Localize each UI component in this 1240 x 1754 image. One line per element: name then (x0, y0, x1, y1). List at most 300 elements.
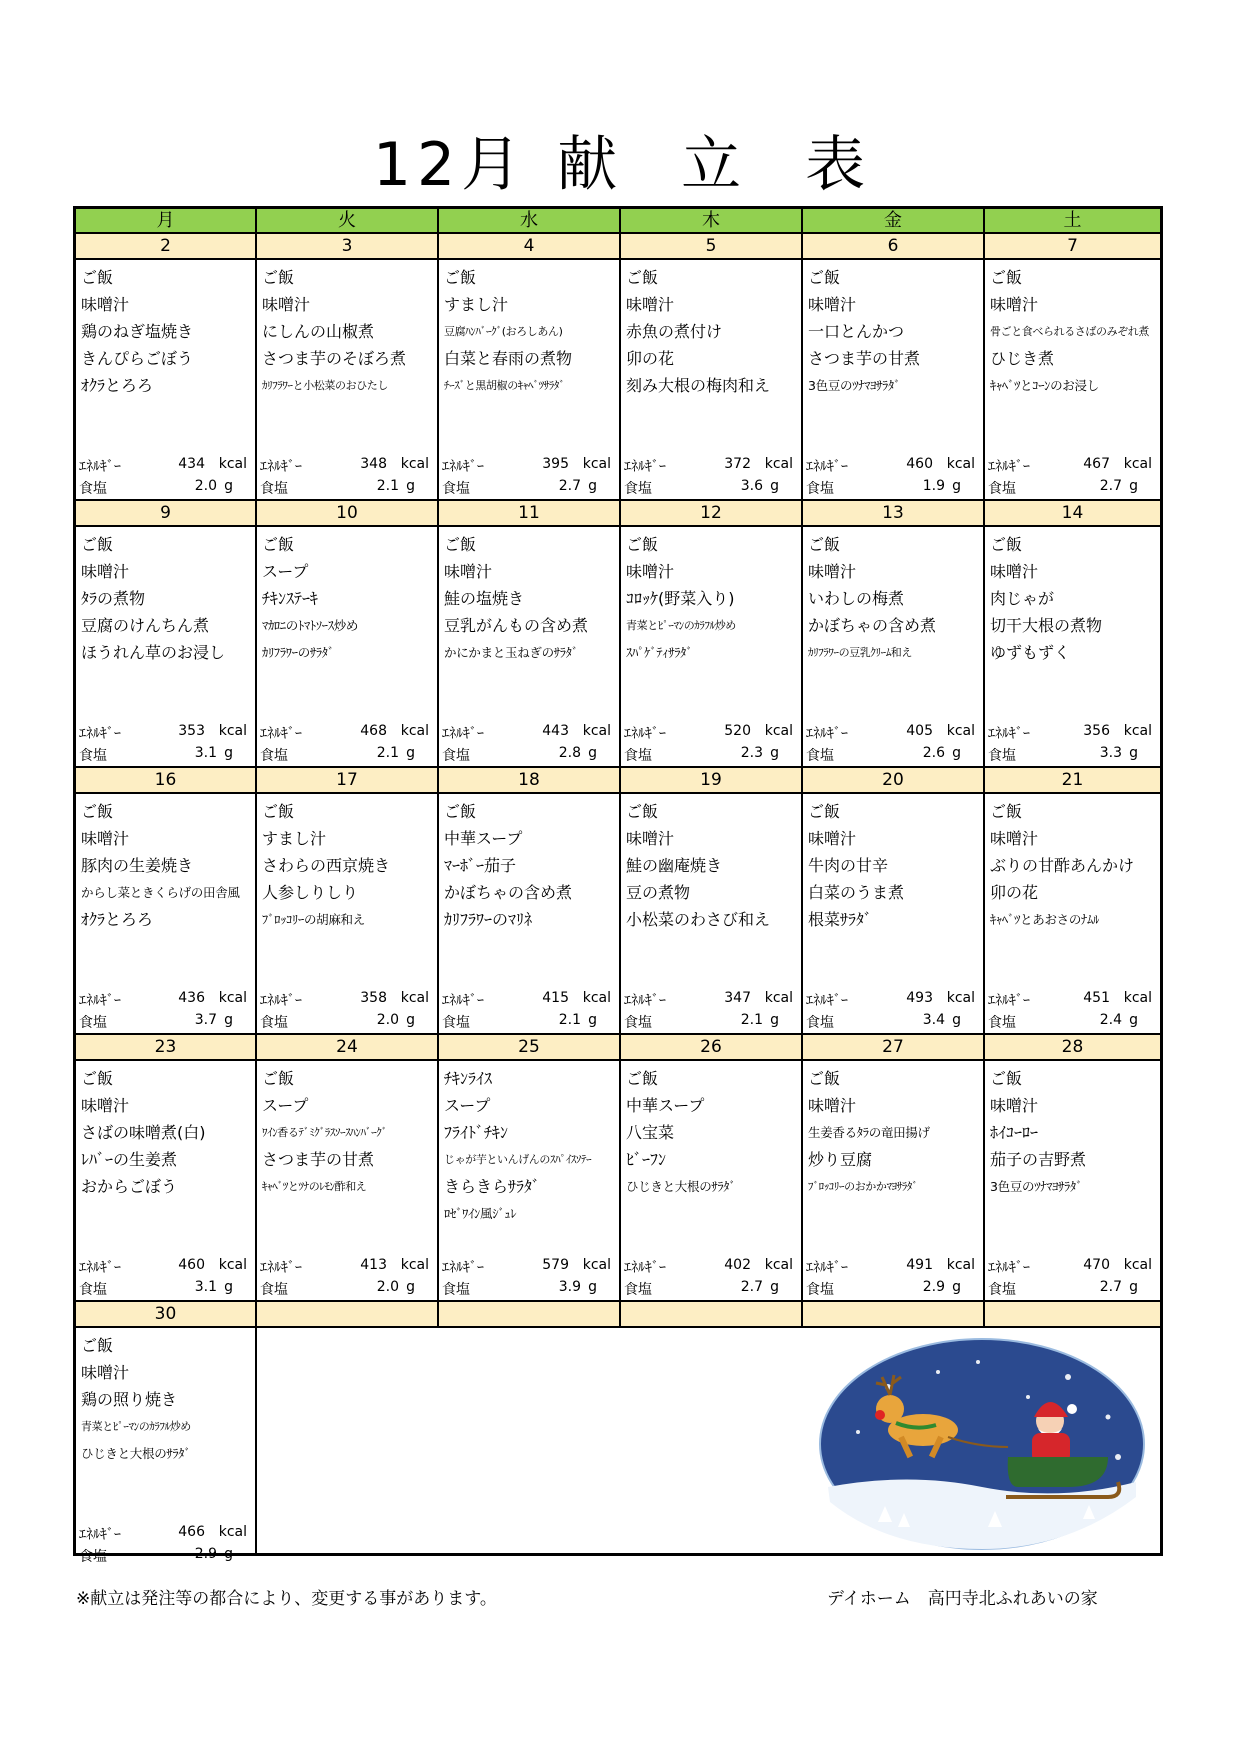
menu-item: ご飯 (626, 1069, 659, 1088)
energy-label: ｴﾈﾙｷﾞｰ (260, 459, 302, 475)
menu-item: ｽﾊﾟｹﾞﾃｨｻﾗﾀﾞ (626, 645, 693, 660)
menu-item: ﾜｲﾝ香るﾃﾞﾐｸﾞﾗｽｿｰｽﾊﾝﾊﾞｰｸﾞ (262, 1126, 387, 1139)
menu-items (81, 1065, 253, 1200)
energy-unit: kcal (764, 723, 793, 739)
menu-item: 味噌汁 (626, 562, 675, 581)
menu-item: ご飯 (81, 1336, 114, 1355)
energy-label: ｴﾈﾙｷﾞｰ (624, 459, 666, 475)
salt-value: 3.3 (1099, 745, 1122, 761)
energy-label: ｴﾈﾙｷﾞｰ (624, 1260, 666, 1276)
salt (442, 1279, 611, 1301)
menu-item: ｶﾘﾌﾗﾜｰの豆乳ｸﾘｰﾑ和え (808, 646, 912, 659)
energy (806, 456, 975, 478)
menu-item: 切干大根の煮物 (990, 616, 1103, 635)
salt-unit: g (1129, 1279, 1138, 1295)
energy-unit: kcal (218, 456, 247, 472)
menu-item: 八宝菜 (626, 1123, 675, 1142)
energy (442, 723, 611, 745)
menu-item: 豆乳がんもの含め煮 (444, 616, 589, 635)
menu-item: 味噌汁 (990, 1096, 1039, 1115)
menu-item: 鮭の塩焼き (444, 589, 525, 608)
menu-item: ひじきと大根のｻﾗﾀﾞ (81, 1446, 191, 1461)
date-cell: 4 (439, 234, 621, 258)
menu-item: すまし汁 (262, 829, 327, 848)
energy-value: 348 (360, 456, 387, 472)
energy (79, 990, 247, 1012)
menu-items (444, 531, 617, 666)
salt-value: 2.7 (740, 1279, 763, 1295)
weekday-header-row (76, 209, 1160, 234)
energy-label: ｴﾈﾙｷﾞｰ (442, 459, 484, 475)
footer-note: ※献立は発注等の都合により、変更する事があります。 (76, 1589, 497, 1609)
menu-item: ﾁｷﾝｽﾃｰｷ (262, 589, 319, 608)
date-cell: 16 (76, 768, 257, 792)
salt-label: 食塩 (442, 1282, 470, 1298)
salt-value: 1.9 (922, 478, 945, 494)
week-row (76, 501, 1160, 768)
energy-value: 520 (724, 723, 751, 739)
menu-item: ご飯 (81, 535, 114, 554)
week-row (76, 1035, 1160, 1302)
day-cell (621, 794, 803, 1035)
menu-item: ﾌﾞﾛｯｺﾘｰの胡麻和え (262, 912, 365, 927)
day-cell (803, 260, 985, 501)
energy-unit: kcal (946, 723, 975, 739)
energy-unit: kcal (582, 723, 611, 739)
menu-item: ご飯 (808, 1069, 841, 1088)
menu-item: 根菜ｻﾗﾀﾞ (808, 910, 873, 929)
footer-facility: デイホーム 高円寺北ふれあいの家 (827, 1589, 1098, 1609)
date-cell: 3 (257, 234, 439, 258)
salt-label: 食塩 (624, 481, 652, 497)
date-cell: 19 (621, 768, 803, 792)
menu-item: ご飯 (81, 802, 114, 821)
week-row (76, 768, 1160, 1035)
energy (260, 990, 429, 1012)
menu-item: ゆずもずく (990, 643, 1071, 662)
menu-item: ご飯 (626, 535, 659, 554)
salt (806, 1279, 975, 1301)
energy-unit: kcal (946, 456, 975, 472)
menu-item: さばの味噌煮(白) (81, 1123, 206, 1142)
menu-item: ご飯 (990, 1069, 1023, 1088)
date-cell (257, 1302, 439, 1326)
energy-label: ｴﾈﾙｷﾞｰ (988, 459, 1030, 475)
salt-label: 食塩 (442, 1015, 470, 1031)
energy (79, 1524, 247, 1546)
menu-item: 味噌汁 (808, 1096, 857, 1115)
salt-unit: g (224, 1012, 233, 1028)
menu-item: 味噌汁 (81, 1363, 130, 1382)
salt-unit: g (770, 1012, 779, 1028)
menu-item: 豆腐のけんちん煮 (81, 616, 210, 635)
menu-items (262, 531, 435, 666)
date-row (76, 1035, 1160, 1061)
menu-item: ご飯 (81, 1069, 114, 1088)
energy (806, 1257, 975, 1279)
salt-value: 3.1 (194, 745, 217, 761)
menu-items (808, 531, 981, 666)
energy-label: ｴﾈﾙｷﾞｰ (79, 1527, 121, 1543)
menu-item: 炒り豆腐 (808, 1150, 873, 1169)
date-cell: 27 (803, 1035, 985, 1059)
salt-unit: g (406, 478, 415, 494)
energy-label: ｴﾈﾙｷﾞｰ (79, 459, 121, 475)
menu-items (990, 264, 1158, 399)
title-word: 献 立 表 (557, 130, 868, 200)
menu-item: ご飯 (990, 268, 1023, 287)
weekday-header-3: 木 (621, 209, 803, 232)
salt-label: 食塩 (260, 1015, 288, 1031)
menu-item: 人参しりしり (262, 883, 359, 902)
menu-item: 味噌汁 (626, 829, 675, 848)
energy-unit: kcal (1123, 1257, 1152, 1273)
menu-item: ご飯 (444, 802, 477, 821)
salt-value: 3.6 (740, 478, 763, 494)
energy-label: ｴﾈﾙｷﾞｰ (442, 726, 484, 742)
salt-label: 食塩 (79, 1282, 107, 1298)
salt-label: 食塩 (260, 748, 288, 764)
energy (260, 1257, 429, 1279)
salt (988, 1279, 1152, 1301)
energy-value: 358 (360, 990, 387, 1006)
menu-item: 味噌汁 (990, 295, 1039, 314)
energy-value: 413 (360, 1257, 387, 1273)
salt-value: 2.0 (376, 1279, 399, 1295)
salt-unit: g (770, 1279, 779, 1295)
energy-unit: kcal (764, 456, 793, 472)
energy-unit: kcal (218, 1524, 247, 1540)
salt-label: 食塩 (79, 481, 107, 497)
date-cell: 12 (621, 501, 803, 525)
salt-label: 食塩 (624, 1015, 652, 1031)
date-cell: 26 (621, 1035, 803, 1059)
energy (624, 1257, 793, 1279)
salt-label: 食塩 (79, 1015, 107, 1031)
salt (442, 745, 611, 767)
energy (988, 723, 1152, 745)
menu-items (81, 264, 253, 399)
energy (624, 990, 793, 1012)
energy-label: ｴﾈﾙｷﾞｰ (988, 726, 1030, 742)
menu-item: ﾁｷﾝﾗｲｽ (444, 1069, 493, 1088)
energy (806, 990, 975, 1012)
menu-items (262, 264, 435, 399)
energy-label: ｴﾈﾙｷﾞｰ (79, 1260, 121, 1276)
day-cell (621, 1061, 803, 1302)
salt-unit: g (952, 745, 961, 761)
menu-item: ﾚﾊﾞｰの生姜煮 (81, 1150, 178, 1169)
menu-item: ひじき煮 (990, 349, 1055, 368)
energy-value: 436 (178, 990, 205, 1006)
menu-item: ご飯 (444, 535, 477, 554)
menu-item: 卯の花 (990, 883, 1039, 902)
energy-unit: kcal (400, 456, 429, 472)
energy-unit: kcal (218, 723, 247, 739)
menu-item: ﾋﾞｰﾌﾝ (626, 1150, 667, 1169)
menu-items (444, 264, 617, 399)
day-cell (985, 1061, 1160, 1302)
menu-item: 味噌汁 (81, 562, 130, 581)
day-cell (257, 1061, 439, 1302)
date-cell: 10 (257, 501, 439, 525)
salt-label: 食塩 (988, 1282, 1016, 1298)
energy-label: ｴﾈﾙｷﾞｰ (806, 459, 848, 475)
menu-item: にしんの山椒煮 (262, 322, 375, 341)
menu-item: 中華スープ (626, 1096, 705, 1115)
menu-item: 3色豆のﾂﾅﾏﾖｻﾗﾀﾞ (808, 378, 901, 393)
menu-item: 青菜とﾋﾟｰﾏﾝのｶﾗﾌﾙ炒め (81, 1420, 191, 1433)
energy (79, 723, 247, 745)
menu-items (262, 1065, 435, 1200)
energy (806, 723, 975, 745)
energy-value: 395 (542, 456, 569, 472)
salt-label: 食塩 (260, 1282, 288, 1298)
energy-label: ｴﾈﾙｷﾞｰ (988, 993, 1030, 1009)
salt (806, 1012, 975, 1034)
energy-label: ｴﾈﾙｷﾞｰ (79, 726, 121, 742)
salt-value: 2.4 (1099, 1012, 1122, 1028)
salt (260, 745, 429, 767)
date-cell: 11 (439, 501, 621, 525)
menu-item: 味噌汁 (808, 562, 857, 581)
salt-value: 2.0 (376, 1012, 399, 1028)
menu-item: ｷｬﾍﾞﾂとﾂﾅのﾚﾓﾝ酢和え (262, 1180, 367, 1193)
menu-item: いわしの梅煮 (808, 589, 905, 608)
energy-label: ｴﾈﾙｷﾞｰ (806, 1260, 848, 1276)
menu-item: さつま芋のそぼろ煮 (262, 349, 407, 368)
energy (988, 456, 1152, 478)
menu-item: ｵｸﾗとろろ (81, 910, 154, 929)
day-cell (76, 260, 257, 501)
energy-unit: kcal (582, 1257, 611, 1273)
salt-value: 3.1 (194, 1279, 217, 1295)
salt-label: 食塩 (806, 481, 834, 497)
energy (988, 1257, 1152, 1279)
menu-item: 味噌汁 (262, 295, 311, 314)
salt-unit: g (588, 1279, 597, 1295)
salt (806, 745, 975, 767)
energy-unit: kcal (1123, 990, 1152, 1006)
salt-unit: g (952, 478, 961, 494)
menu-item: ご飯 (262, 1069, 295, 1088)
energy (442, 990, 611, 1012)
energy-unit: kcal (218, 1257, 247, 1273)
day-cell (76, 794, 257, 1035)
menu-item: ｺﾛｯｹ(野菜入り) (626, 589, 735, 608)
energy-unit: kcal (400, 723, 429, 739)
energy (624, 723, 793, 745)
menu-item: ご飯 (808, 535, 841, 554)
menu-item: 牛肉の甘辛 (808, 856, 889, 875)
date-cell: 13 (803, 501, 985, 525)
salt-value: 2.8 (558, 745, 581, 761)
menu-item: 味噌汁 (444, 562, 493, 581)
salt-unit: g (406, 1012, 415, 1028)
day-cell (985, 527, 1160, 768)
salt-label: 食塩 (79, 1549, 107, 1565)
menu-item: 鶏の照り焼き (81, 1390, 178, 1409)
salt (79, 1012, 247, 1034)
menu-item: ﾏｰﾎﾞｰ茄子 (444, 856, 517, 875)
salt-label: 食塩 (624, 1282, 652, 1298)
energy-unit: kcal (764, 990, 793, 1006)
energy (988, 990, 1152, 1012)
menu-item: かぼちゃの含め煮 (444, 883, 573, 902)
menu-items (626, 1065, 799, 1200)
energy-unit: kcal (946, 1257, 975, 1273)
salt (988, 478, 1152, 500)
menu-item: きらきらｻﾗﾀﾞ (444, 1177, 541, 1196)
salt-value: 2.7 (558, 478, 581, 494)
day-cell (803, 794, 985, 1035)
day-cell (76, 1328, 257, 1565)
salt-label: 食塩 (79, 748, 107, 764)
menu-item: ﾏｶﾛﾆのﾄﾏﾄｿｰｽ炒め (262, 618, 359, 633)
menu-item: 味噌汁 (990, 829, 1039, 848)
energy-value: 347 (724, 990, 751, 1006)
day-cell (439, 260, 621, 501)
menu-items (262, 798, 435, 933)
menu-item: ご飯 (990, 802, 1023, 821)
menu-item: ﾁｰｽﾞと黒胡椒のｷｬﾍﾞﾂｻﾗﾀﾞ (444, 379, 565, 392)
menu-item: ｶﾘﾌﾗﾜｰのﾏﾘﾈ (444, 910, 533, 929)
menu-item: 肉じゃが (990, 589, 1055, 608)
salt-unit: g (224, 745, 233, 761)
menu-item: 茄子の吉野煮 (990, 1150, 1087, 1169)
energy (442, 1257, 611, 1279)
salt-unit: g (1129, 745, 1138, 761)
week-row (76, 234, 1160, 501)
energy-label: ｴﾈﾙｷﾞｰ (806, 726, 848, 742)
menu-item: 豆腐ﾊﾝﾊﾞｰｸﾞ(おろしあん) (444, 325, 563, 338)
salt (988, 1012, 1152, 1034)
salt-unit: g (952, 1012, 961, 1028)
salt (79, 478, 247, 500)
menu-items (808, 1065, 981, 1200)
menu-items (81, 1332, 253, 1467)
menu-items (444, 1065, 617, 1227)
date-row (76, 234, 1160, 260)
date-cell: 21 (1061, 770, 1084, 790)
energy-unit: kcal (1123, 723, 1152, 739)
date-cell: 20 (803, 768, 985, 792)
menu-item: ひじきと大根のｻﾗﾀﾞ (626, 1179, 736, 1194)
salt-unit: g (770, 745, 779, 761)
energy-value: 415 (542, 990, 569, 1006)
energy-label: ｴﾈﾙｷﾞｰ (260, 1260, 302, 1276)
day-cell (621, 527, 803, 768)
energy-label: ｴﾈﾙｷﾞｰ (624, 726, 666, 742)
menu-item: ご飯 (990, 535, 1023, 554)
menu-item: きんぴらごぼう (81, 349, 194, 368)
salt-unit: g (588, 478, 597, 494)
salt-label: 食塩 (442, 481, 470, 497)
energy (79, 1257, 247, 1279)
menu-item: スープ (444, 1096, 491, 1115)
salt-label: 食塩 (988, 1015, 1016, 1031)
menu-item: 豆の煮物 (626, 883, 691, 902)
day-cell (439, 527, 621, 768)
menu-item: かにかまと玉ねぎのｻﾗﾀﾞ (444, 645, 578, 660)
day-cell (439, 794, 621, 1035)
date-cell: 6 (803, 234, 985, 258)
energy-value: 434 (178, 456, 205, 472)
salt-unit: g (1129, 1012, 1138, 1028)
energy-label: ｴﾈﾙｷﾞｰ (806, 993, 848, 1009)
date-cell: 23 (76, 1035, 257, 1059)
salt-value: 2.3 (740, 745, 763, 761)
menu-item: 刻み大根の梅肉和え (626, 376, 771, 395)
menu-item: 生姜香るﾀﾗの竜田揚げ (808, 1125, 930, 1140)
salt (442, 478, 611, 500)
weekday-header-0: 月 (76, 209, 257, 232)
energy-value: 372 (724, 456, 751, 472)
menu-item: 味噌汁 (626, 295, 675, 314)
energy-unit: kcal (400, 1257, 429, 1273)
salt-label: 食塩 (624, 748, 652, 764)
menu-item: さつま芋の甘煮 (808, 349, 921, 368)
menu-item: 卯の花 (626, 349, 675, 368)
date-cell: 30 (76, 1302, 257, 1326)
salt-value: 3.7 (194, 1012, 217, 1028)
energy-value: 466 (178, 1524, 205, 1540)
energy-label: ｴﾈﾙｷﾞｰ (260, 726, 302, 742)
energy-value: 443 (542, 723, 569, 739)
energy-value: 402 (724, 1257, 751, 1273)
menu-items (808, 798, 981, 933)
menu-item: 白菜のうま煮 (808, 883, 905, 902)
date-cell: 28 (1061, 1037, 1084, 1057)
menu-item: ｶﾘﾌﾗﾜｰのｻﾗﾀﾞ (262, 645, 335, 660)
date-cell: 7 (1067, 236, 1078, 256)
energy-value: 405 (906, 723, 933, 739)
menu-item: 味噌汁 (808, 295, 857, 314)
menu-item: ご飯 (626, 268, 659, 287)
energy (79, 456, 247, 478)
menu-items (444, 798, 617, 933)
salt (79, 745, 247, 767)
menu-item: ｵｸﾗとろろ (81, 376, 154, 395)
menu-items (626, 798, 799, 933)
energy-unit: kcal (1123, 456, 1152, 472)
day-cell (621, 260, 803, 501)
menu-item: 豚肉の生姜焼き (81, 856, 194, 875)
menu-items (81, 531, 253, 666)
menu-item: ご飯 (262, 535, 295, 554)
menu-items (990, 531, 1158, 666)
energy (260, 456, 429, 478)
date-cell (985, 1302, 1160, 1326)
weekday-header-1: 火 (257, 209, 439, 232)
day-cell (803, 527, 985, 768)
weekday-header-4: 金 (803, 209, 985, 232)
salt (442, 1012, 611, 1034)
menu-item: ﾎｲｺｰﾛｰ (990, 1123, 1039, 1142)
day-cell (257, 794, 439, 1035)
menu-items (990, 1065, 1158, 1200)
day-cell (257, 527, 439, 768)
menu-item: ご飯 (262, 268, 295, 287)
salt-value: 2.6 (922, 745, 945, 761)
salt (988, 745, 1152, 767)
energy-value: 470 (1083, 1257, 1110, 1273)
energy-value: 460 (178, 1257, 205, 1273)
menu-items (990, 798, 1158, 933)
salt-value: 2.7 (1099, 1279, 1122, 1295)
salt-unit: g (588, 1012, 597, 1028)
date-cell: 2 (76, 234, 257, 258)
